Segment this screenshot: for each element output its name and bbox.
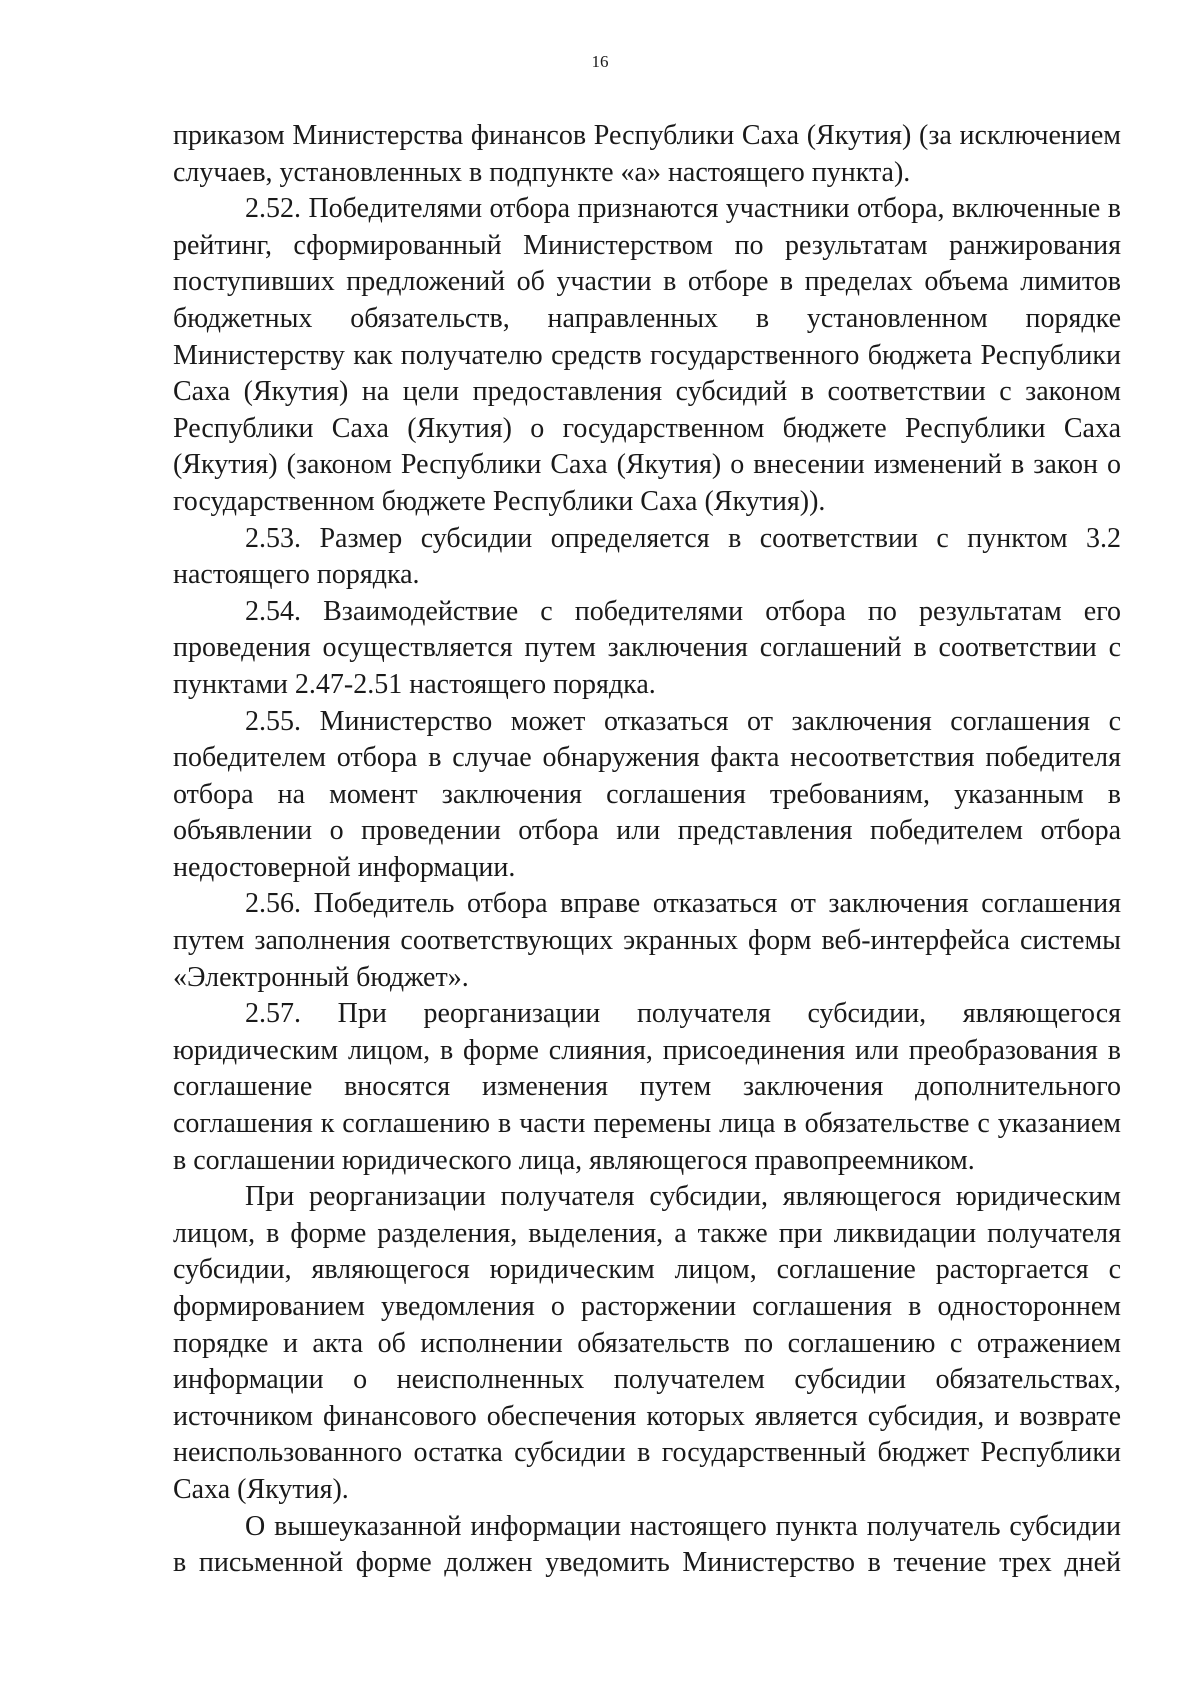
paragraph-2-53 xyxy=(173,521,1121,594)
paragraph-text: О вышеуказанной информации настоящего пункта получатель субсидии в письменной форме должен уведомить Министерство в течение трех дней xyxy=(173,1510,1121,1579)
clause-number: 2.55. xyxy=(245,705,301,737)
paragraph-text: Взаимодействие с победителями отбора по результатам его проведения осуществляется путем заключения соглашений в соответствии с пунктами 2.47-2.51 настоящего порядка. xyxy=(173,595,1121,700)
paragraph-text: При реорганизации получателя субсидии, являющегося юридическим лицом, в форме слияния, присоединения или преобразования в соглашение вносятся изменения путем заключения дополнительного соглашения к соглашению в части перемены лица в обязательстве с указанием в соглашении юридического лица, являющегося правопреемником. xyxy=(173,998,1122,1176)
paragraph-text: При реорганизации получателя субсидии, являющегося юридическим лицом, в форме разделения, выделения, а также при ликвидации получателя субсидии, являющегося юридическим лицом, соглашение расторгается с формированием уведомления о расторжении соглашения в одностороннем порядке и акта об исполнении обязательств по соглашению с отражением информации о неисполненных получателем субсидии обязательствах, источником финансового обеспечения которых является субсидия, и возврате неиспользованного остатка субсидии в государственный бюджет Республики Саха (Якутия). xyxy=(173,1181,1121,1505)
paragraph-2-55 xyxy=(173,704,1121,887)
paragraph-reorganization xyxy=(173,1179,1121,1508)
clause-number: 2.53. xyxy=(245,522,301,554)
clause-number: 2.54. xyxy=(245,595,301,627)
paragraph-text: Министерство может отказаться от заключения соглашения с победителем отбора в случае обнаружения факта несоответствия победителя отбора на момент заключения соглашения требованиям, указанным в объявлении о проведении отбора или представления победителем отбора недостоверной информации. xyxy=(173,705,1121,883)
paragraph-2-52 xyxy=(173,191,1121,520)
page-number: 16 xyxy=(591,52,609,71)
paragraph-continuation xyxy=(173,118,1121,191)
paragraph-2-56 xyxy=(173,886,1121,996)
paragraph-2-54 xyxy=(173,594,1121,704)
document-body xyxy=(173,118,1121,1582)
clause-number: 2.52. xyxy=(245,193,301,225)
clause-number: 2.56. xyxy=(245,888,301,920)
paragraph-text: Размер субсидии определяется в соответствии с пунктом 3.2 настоящего порядка. xyxy=(173,522,1121,591)
paragraph-2-57 xyxy=(173,996,1121,1179)
paragraph-text: Победитель отбора вправе отказаться от заключения соглашения путем заполнения соответствующих экранных форм веб-интерфейса системы «Электронный бюджет». xyxy=(173,888,1121,993)
paragraph-text: приказом Министерства финансов Республики Саха (Якутия) (за исключением случаев, установленных в подпункте «а» настоящего пункта). xyxy=(173,120,1121,188)
clause-number: 2.57. xyxy=(245,998,301,1030)
paragraph-text: Победителями отбора признаются участники отбора, включенные в рейтинг, сформированный Министерством по результатам ранжирования поступивших предложений об участии в отборе в пределах объема лимитов бюджетных обязательств, направленных в установленном порядке Министерству как получателю средств государственного бюджета Республики Саха (Якутия) на цели предоставления субсидий в соответствии с законом Республики Саха (Якутия) о государственном бюджете Республики Саха (Якутия) (законом Республики Саха (Якутия) о внесении изменений в закон о государственном бюджете Республики Саха (Якутия)). xyxy=(173,193,1121,517)
paragraph-notification xyxy=(173,1509,1121,1582)
